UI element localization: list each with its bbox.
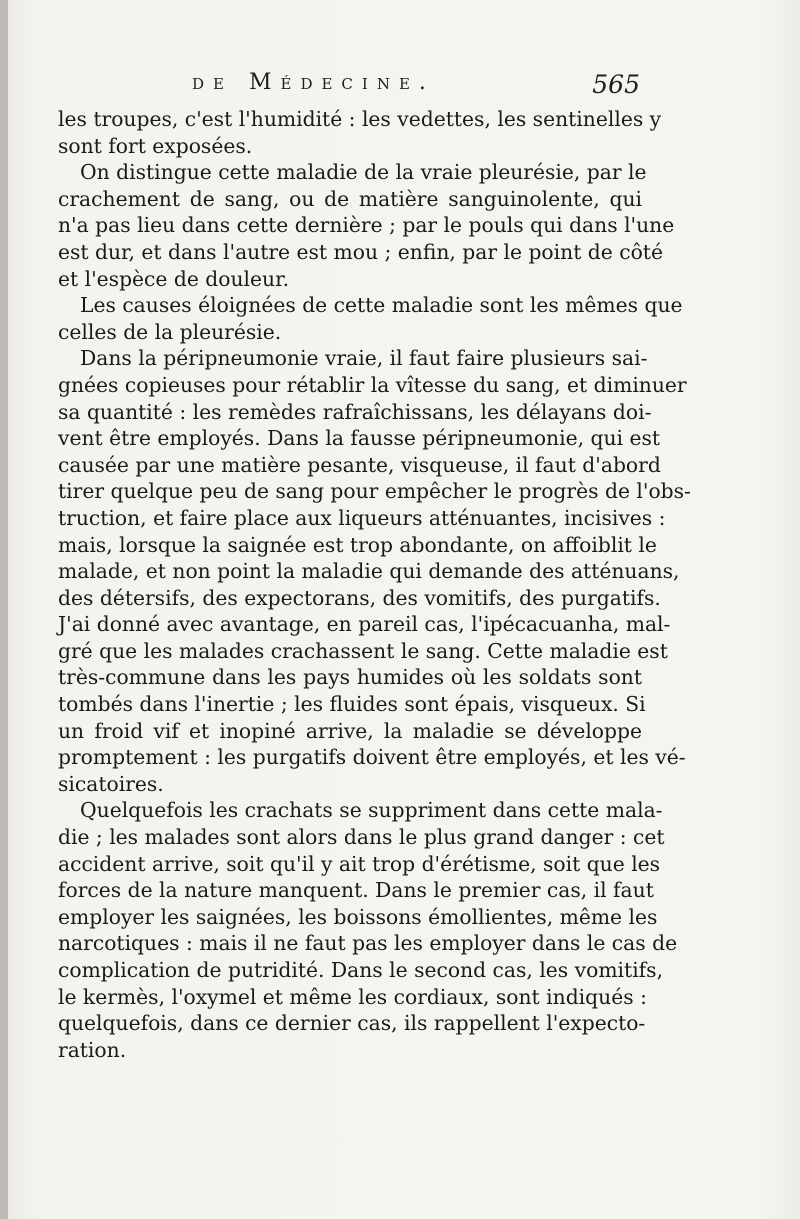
text-line: crachement de sang, ou de matière sanguinolente, qui bbox=[58, 186, 642, 211]
text-line: causée par une matière pesante, visqueuse, il faut d'abord bbox=[58, 452, 661, 477]
text-line: ration. bbox=[58, 1037, 127, 1062]
page-number: 565 bbox=[592, 70, 640, 99]
text-line: gré que les malades crachassent le sang. Cette maladie est bbox=[58, 638, 668, 663]
text-line: Quelquefois les crachats se suppriment dans cette mala- bbox=[80, 798, 663, 823]
text-line: des détersifs, des expectorans, des vomitifs, des purgatifs. bbox=[58, 585, 661, 610]
text-line: vent être employés. Dans la fausse péripneumonie, qui est bbox=[58, 426, 661, 451]
text-line: est dur, et dans l'autre est mou ; enfin, par le point de côté bbox=[58, 239, 663, 264]
text-line: complication de putridité. Dans le second cas, les vomitifs, bbox=[58, 958, 664, 982]
text-line: Dans la péripneumonie vraie, il faut faire plusieurs sai- bbox=[80, 346, 648, 371]
text-line: die ; les malades sont alors dans le plus grand danger : cet bbox=[58, 825, 665, 850]
text-line: truction, et faire place aux liqueurs atténuantes, incisives : bbox=[58, 505, 666, 530]
text-line: un froid vif et inopiné arrive, la maladie se développe bbox=[58, 718, 642, 743]
text-line: forces de la nature manquent. Dans le premier cas, il faut bbox=[58, 878, 654, 903]
paragraph-3 bbox=[58, 292, 683, 345]
text-line: promptement : les purgatifs doivent être employés, et les vé- bbox=[58, 745, 686, 770]
text-line: celles de la pleurésie. bbox=[58, 319, 282, 344]
text-line: sa quantité : les remèdes rafraîchissans, les délayans doi- bbox=[58, 399, 652, 424]
text-line: et l'espèce de douleur. bbox=[58, 266, 290, 291]
text-line: les troupes, c'est l'humidité : les vedettes, les sentinelles y bbox=[58, 107, 662, 131]
text-line: malade, et non point la maladie qui demande des atténuans, bbox=[58, 559, 680, 584]
paragraph-2 bbox=[58, 159, 675, 292]
page-header bbox=[58, 64, 640, 104]
text-line: gnées copieuses pour rétablir la vîtesse du sang, et diminuer bbox=[58, 372, 687, 397]
text-line: sont fort exposées. bbox=[58, 133, 253, 158]
text-line: très-commune dans les pays humides où les soldats sont bbox=[58, 665, 642, 690]
text-line: mais, lorsque la saignée est trop abondante, on affoiblit le bbox=[58, 532, 657, 557]
text-line: tirer quelque peu de sang pour empêcher le progrès de l'obs- bbox=[58, 479, 691, 504]
text-line: narcotiques : mais il ne faut pas les employer dans le cas de bbox=[58, 931, 678, 956]
body-text bbox=[58, 106, 691, 1063]
text-line: quelquefois, dans ce dernier cas, ils rappellent l'expecto- bbox=[58, 1011, 646, 1036]
running-title: de Médecine. bbox=[192, 70, 435, 95]
text-line: employer les saignées, les boissons émollientes, même les bbox=[58, 904, 658, 929]
text-line: sicatoires. bbox=[58, 771, 164, 796]
text-line: le kermès, l'oxymel et même les cordiaux, sont indiqués : bbox=[58, 984, 647, 1009]
text-line: On distingue cette maladie de la vraie pleurésie, par le bbox=[80, 160, 647, 185]
page-gutter-edge bbox=[0, 0, 8, 1219]
text-line: J'ai donné avec avantage, en pareil cas, l'ipécacuanha, mal- bbox=[58, 612, 671, 637]
text-line: Les causes éloignées de cette maladie sont les mêmes que bbox=[80, 293, 683, 318]
text-line: accident arrive, soit qu'il y ait trop d'érétisme, soit que les bbox=[58, 851, 661, 876]
paragraph-5 bbox=[58, 797, 678, 1063]
paragraph-4 bbox=[58, 345, 691, 797]
paragraph-1 bbox=[58, 106, 662, 159]
text-line: tombés dans l'inertie ; les fluides sont épais, visqueux. Si bbox=[58, 692, 646, 717]
text-line: n'a pas lieu dans cette dernière ; par le pouls qui dans l'une bbox=[58, 213, 675, 238]
